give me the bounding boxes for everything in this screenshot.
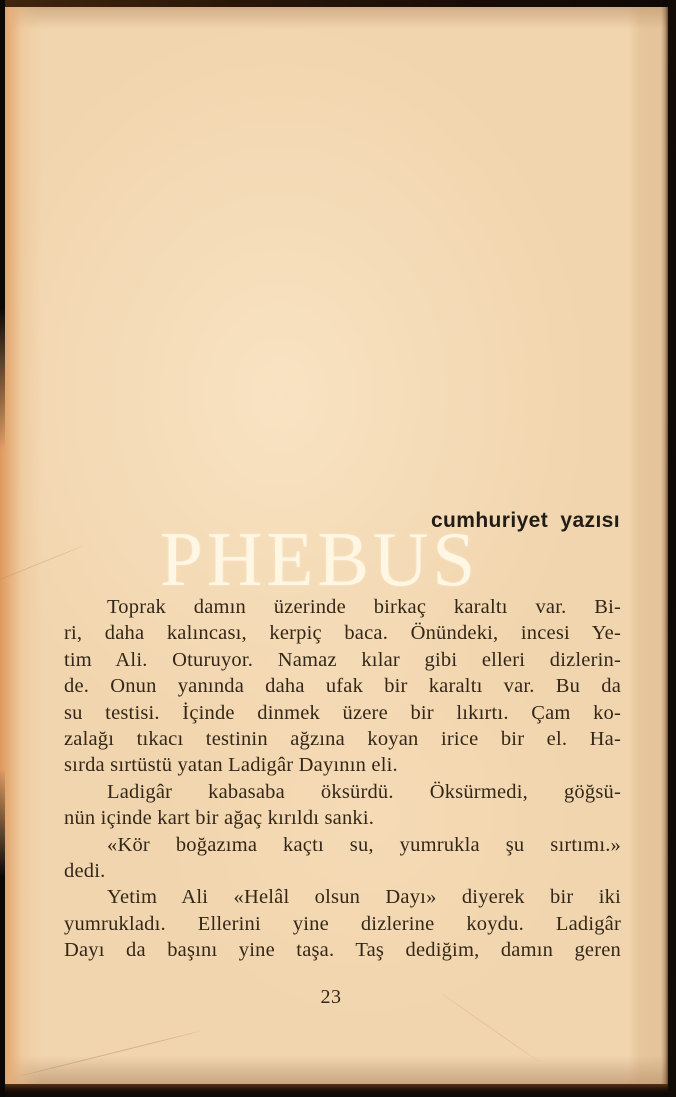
body-line: zalağı tıkacı testinin ağzına koyan irice bir el. Ha- <box>64 728 621 751</box>
paper-scratch <box>21 1031 201 1077</box>
paper-scratch <box>0 545 84 582</box>
body-line: Dayı da başını yine taşa. Taş dediğim, damın geren <box>64 939 621 962</box>
scan-edge-bottom <box>0 1084 676 1097</box>
body-line: Toprak damın üzerinde birkaç karaltı var. Bi- <box>107 596 621 618</box>
body-line: Yetim Ali «Helâl olsun Dayı» diyerek bir iki <box>107 886 621 909</box>
page-number: 23 <box>320 986 342 1008</box>
body-line: tim Ali. Oturuyor. Namaz kılar gibi elleri dizlerin- <box>64 648 621 671</box>
phebus-watermark: PHEBUS <box>160 516 480 602</box>
scan-edge-left <box>0 0 5 1097</box>
body-line: su testisi. İçinde dinmek üzere bir lıkırtı. Çam ko- <box>64 701 621 724</box>
body-line: nün içinde kart bir ağaç kırıldı sanki. <box>64 807 375 830</box>
body-line: sırda sırtüstü yatan Ladigâr Dayının eli. <box>64 754 398 777</box>
scan-edge-top <box>0 0 676 7</box>
scan-edge-right <box>668 0 676 1097</box>
body-line: yumrukladı. Ellerini yine dizlerine koydu. Ladigâr <box>64 912 621 935</box>
chapter-heading: cumhuriyet yazısı <box>430 509 620 532</box>
body-line: «Kör boğazıma kaçtı su, yumrukla şu sırtımı.» <box>107 833 621 856</box>
body-line: ri, daha kalıncası, kerpiç baca. Önündeki, incesi Ye- <box>64 622 621 645</box>
body-text <box>64 594 621 964</box>
body-line: dedi. <box>64 860 106 883</box>
body-line: Ladigâr kabasaba öksürdü. Öksürmedi, göğsü- <box>107 780 621 803</box>
body-line: de. Onun yanında daha ufak bir karaltı var. Bu da <box>64 675 621 698</box>
